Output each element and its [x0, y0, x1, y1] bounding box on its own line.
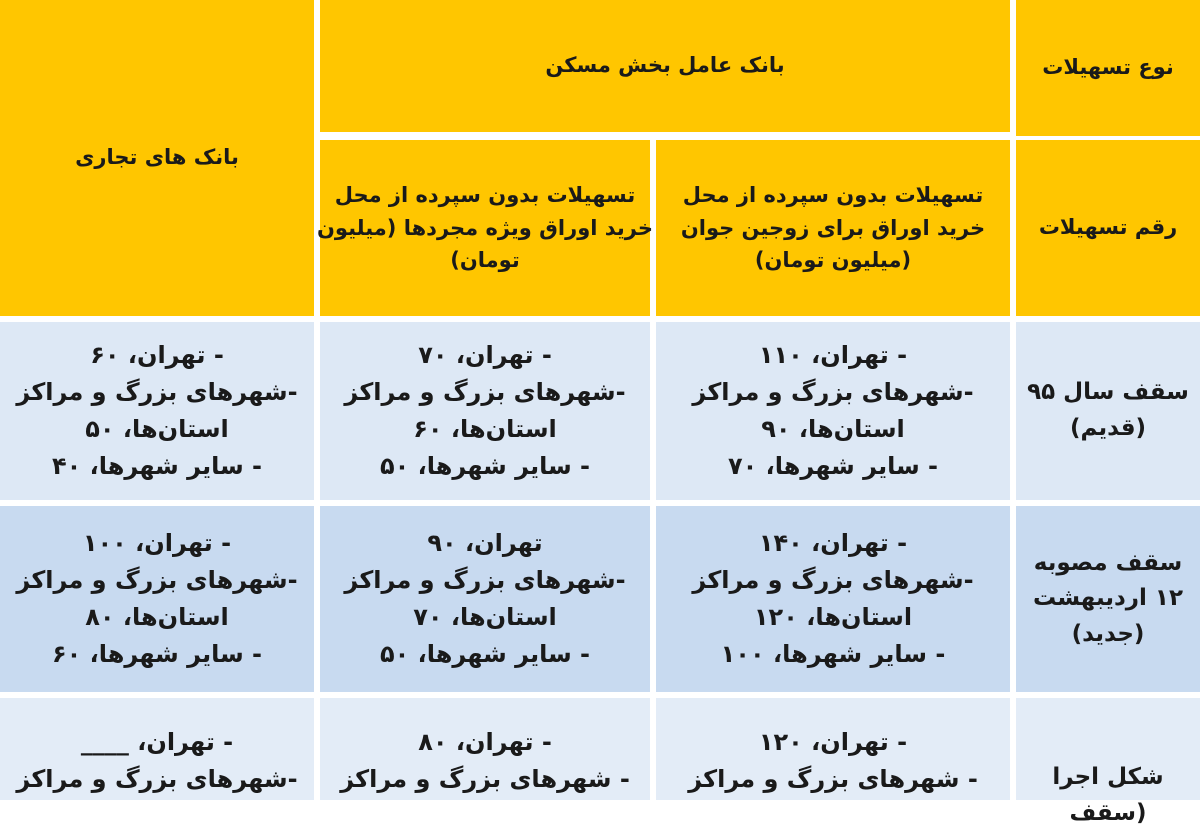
commercial-value-cell: [0, 506, 314, 692]
header-couples-line: (میلیون تومان): [754, 248, 912, 273]
row-label-cell: [1016, 322, 1200, 500]
value-line: - تهران، ۷۰: [418, 340, 552, 369]
value-line: - شهرهای بزرگ و مراکز: [340, 765, 630, 794]
value-line: استان‌ها، ۶۰: [413, 415, 557, 443]
couples-value-cell: [656, 506, 1010, 692]
value-line: -شهرهای بزرگ و مراکز: [692, 565, 974, 594]
row-label-line: شکل اجرا (سقف: [1052, 764, 1164, 826]
value-line: - سایر شهرها، ۱۰۰: [720, 640, 946, 669]
value-line: -شهرهای بزرگ و مراکز: [344, 377, 626, 406]
header-singles-line: تسهیلات بدون سپرده از محل: [334, 183, 636, 208]
header-amount-label: رقم تسهیلات: [1038, 215, 1178, 240]
singles-value-cell: [320, 322, 650, 500]
header-type-cell: [1016, 0, 1200, 136]
header-commercial-cell: [0, 0, 314, 316]
couples-value-cell: [656, 698, 1010, 800]
header-amount-cell: [1016, 140, 1200, 316]
value-line: - سایر شهرها، ۵۰: [379, 452, 591, 481]
header-type-label: نوع تسهیلات: [1042, 55, 1174, 80]
commercial-value-cell: [0, 322, 314, 500]
value-line: - سایر شهرها، ۴۰: [51, 452, 263, 481]
header-couples-line: خرید اوراق برای زوجین جوان: [680, 215, 986, 240]
row-label-line: سقف سال ۹۵: [1027, 379, 1189, 406]
value-line: -شهرهای بزرگ و مراکز: [692, 377, 974, 406]
row-label-cell: [1016, 506, 1200, 692]
commercial-value-cell: [0, 698, 314, 800]
value-line: - تهران، ۱۱۰: [758, 340, 908, 369]
header-singles-cell: [317, 140, 653, 316]
value-line: استان‌ها، ۱۲۰: [753, 603, 913, 631]
row-label-line: سقف مصوبه: [1033, 549, 1183, 576]
value-line: - سایر شهرها، ۵۰: [379, 640, 591, 669]
value-line: استان‌ها، ۵۰: [85, 415, 229, 443]
couples-value-cell: [656, 322, 1010, 500]
value-line: - تهران، ۸۰: [418, 728, 552, 756]
value-line: - تهران، ۱۲۰: [758, 728, 908, 756]
value-line: استان‌ها، ۸۰: [85, 603, 229, 631]
header-maskan-cell: [320, 0, 1010, 132]
value-line: - سایر شهرها، ۷۰: [727, 452, 939, 481]
value-line: - تهران، ۱۴۰: [758, 528, 908, 557]
value-line: - شهرهای بزرگ و مراکز: [688, 765, 978, 794]
singles-value-cell: [320, 698, 650, 800]
value-line: - تهران، ۶۰: [90, 340, 224, 369]
header-singles-line: تومان): [450, 248, 520, 273]
row-label-line: (قدیم): [1069, 415, 1147, 441]
header-singles-line: خرید اوراق ویژه مجردها (میلیون: [317, 215, 653, 240]
row-label-line: ۱۲ اردیبهشت: [1033, 585, 1183, 612]
value-line: تهران، ۹۰: [427, 528, 543, 557]
value-line: استان‌ها، ۷۰: [413, 603, 557, 631]
value-line: -شهرهای بزرگ و مراکز: [16, 565, 298, 594]
header-commercial-label: بانک های تجاری: [75, 145, 239, 170]
singles-value-cell: [320, 506, 650, 692]
header-maskan-label: بانک عامل بخش مسکن: [545, 53, 785, 78]
header-couples-cell: [656, 140, 1010, 316]
value-line: -شهرهای بزرگ و مراکز: [16, 377, 298, 406]
row-label-cell: [1016, 698, 1200, 826]
value-line: - سایر شهرها، ۶۰: [51, 640, 263, 669]
value-line: -شهرهای بزرگ و مراکز: [344, 565, 626, 594]
value-line: - تهران، ____: [80, 728, 234, 756]
value-line: استان‌ها، ۹۰: [761, 415, 905, 443]
value-line: - تهران، ۱۰۰: [82, 528, 232, 557]
header-couples-line: تسهیلات بدون سپرده از محل: [682, 183, 984, 208]
row-label-line: (جدید): [1071, 620, 1145, 647]
value-line: -شهرهای بزرگ و مراکز: [16, 765, 298, 794]
